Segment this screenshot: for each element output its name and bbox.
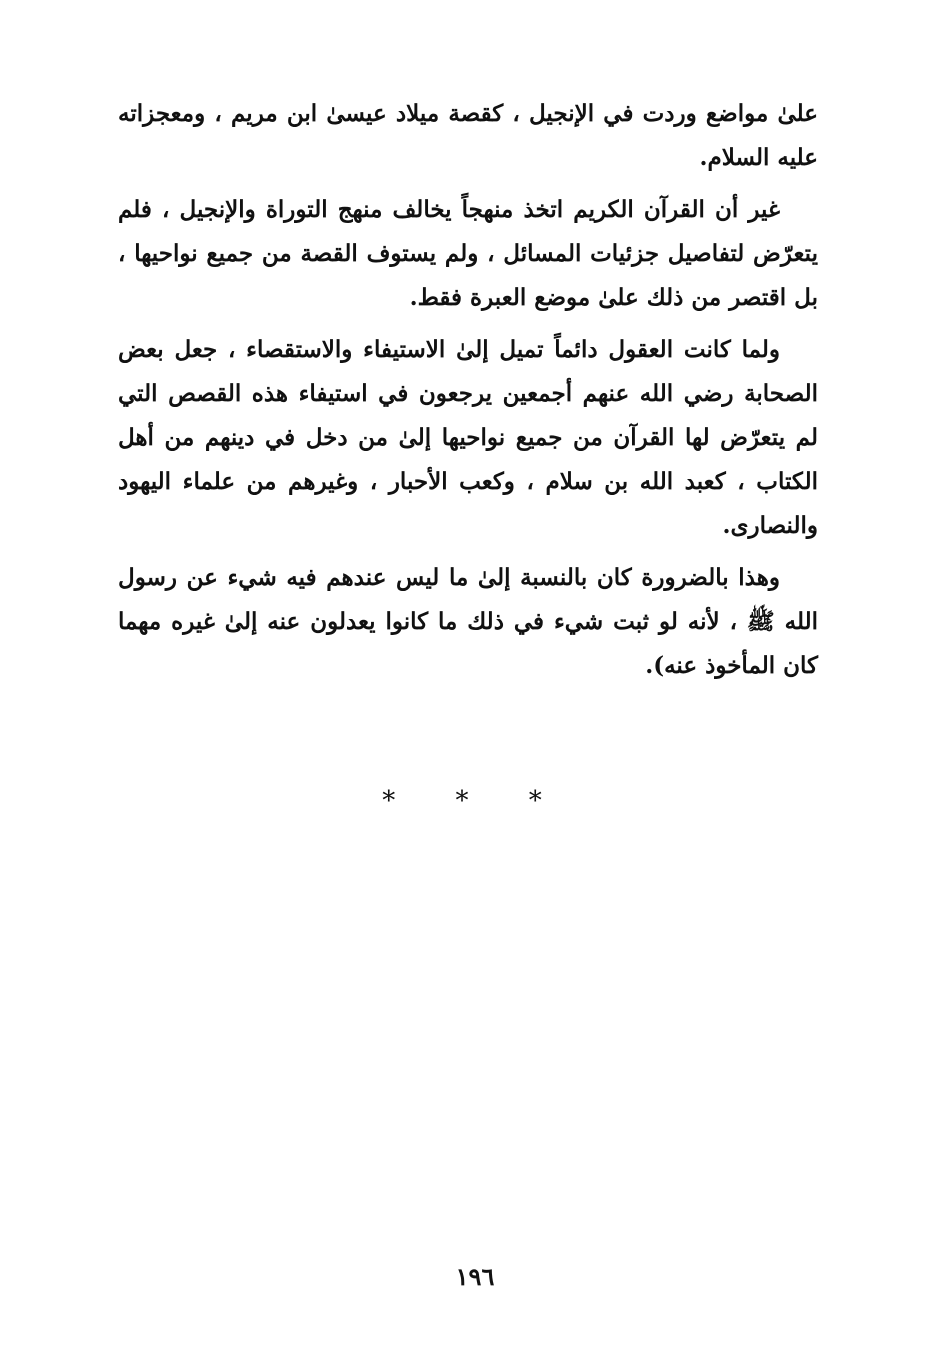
paragraph-1: علىٰ مواضع وردت في الإنجيل ، كقصة ميلاد عيسىٰ ابن مريم ، ومعجزاته عليه السلام. bbox=[118, 100, 818, 171]
paragraph-4: وهذا بالضرورة كان بالنسبة إلىٰ ما ليس عندهم فيه شيء عن رسول الله ﷺ ، لأنه لو ثبت شيء في ذلك ما كانوا يعدلون عنه إلىٰ غيره مهما كان المأخوذ عنه). bbox=[118, 564, 818, 679]
paragraph-2: غير أن القرآن الكريم اتخذ منهجاً يخالف منهج التوراة والإنجيل ، فلم يتعرّض لتفاصيل جزئيات المسائل ، ولم يستوف القصة من جميع نواحيها ، بل اقتصر من ذلك علىٰ موضع العبرة فقط. bbox=[118, 196, 818, 311]
page-number: ١٩٦ bbox=[455, 1262, 495, 1291]
section-separator: * * * bbox=[382, 786, 568, 816]
body-text bbox=[118, 92, 818, 696]
paragraph-3: ولما كانت العقول دائماً تميل إلىٰ الاستيفاء والاستقصاء ، جعل بعض الصحابة رضي الله عنهم أجمعين يرجعون في استيفاء هذه القصص التي لم يتعرّض لها القرآن من جميع نواحيها إلىٰ من دخل في دينهم من أهل الكتاب ، كعبد الله بن سلام ، وكعب الأحبار ، وغيرهم من علماء اليهود والنصارى. bbox=[118, 336, 818, 539]
